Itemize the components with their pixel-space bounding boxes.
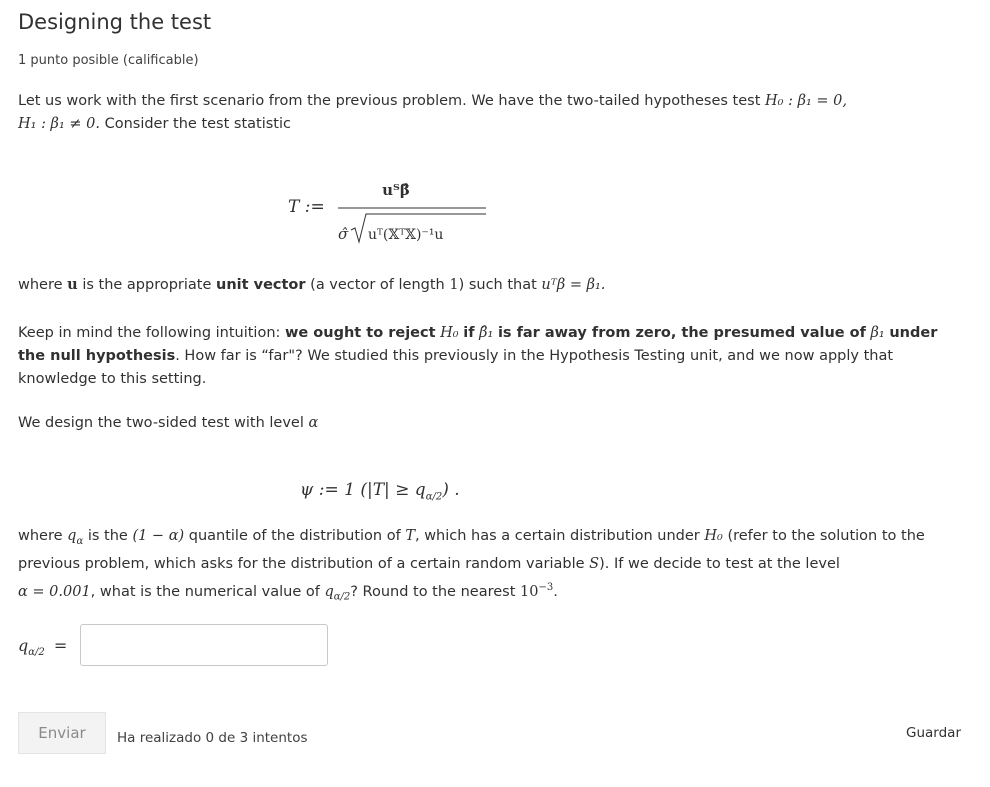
attempts-counter: Ha realizado 0 de 3 intentos [117, 730, 308, 746]
intro-paragraph: Let us work with the first scenario from the previous problem. We have the two-tailed hypotheses test H₀ : β₁ = 0, H₁ : β₁ ≠ 0. Consider the test statistic [18, 93, 847, 132]
intuition-paragraph: Keep in mind the following intuition: we ought to reject H₀ if β̂₁ is far away from zero, the presumed value of β₁ under the null hypothesis. How far is “far"? We studied this previously in the Hypothesis Testing unit, and we now apply that knowledge to this setting. [18, 325, 938, 387]
test-formula: ψ := 1 $(|T| \ge q_{\alpha/2})$ . [300, 480, 460, 503]
svg-text:uᵀ(𝕏ᵀ𝕏)⁻¹u: uᵀ(𝕏ᵀ𝕏)⁻¹u [368, 227, 444, 243]
svg-text:σ̂: σ̂ [338, 225, 349, 243]
test-statistic-formula [288, 180, 498, 252]
svg-text:T :=: T := [288, 197, 325, 217]
problem-points: 1 punto posible (calificable) [18, 53, 199, 68]
svg-text:uᵀβ̂: uᵀβ̂ [382, 181, 410, 199]
unit-vector-paragraph: where u is the appropriate unit vector (a vector of length 1) such that uᵀβ = β₁. [18, 276, 606, 293]
question-paragraph: where $q_\alpha$ is the (1 − α) quantile of the distribution of T, which has a certain distribution under H₀ (refer to the solution to the previous problem, which asks for the distribution of a certain random variable S). If we decide to test at the level α = 0.001, what is the numerical value of $q_{\alpha/2}$? Round to the nearest $10^{-3}$. [18, 528, 925, 603]
save-button[interactable]: Guardar [906, 725, 961, 741]
level-paragraph: We design the two-sided test with level α [18, 415, 319, 431]
answer-label: $q_{\alpha/2}$ = [18, 636, 68, 659]
answer-input[interactable] [80, 624, 328, 666]
submit-button[interactable]: Enviar [18, 712, 106, 754]
problem-title: Designing the test [18, 10, 212, 34]
